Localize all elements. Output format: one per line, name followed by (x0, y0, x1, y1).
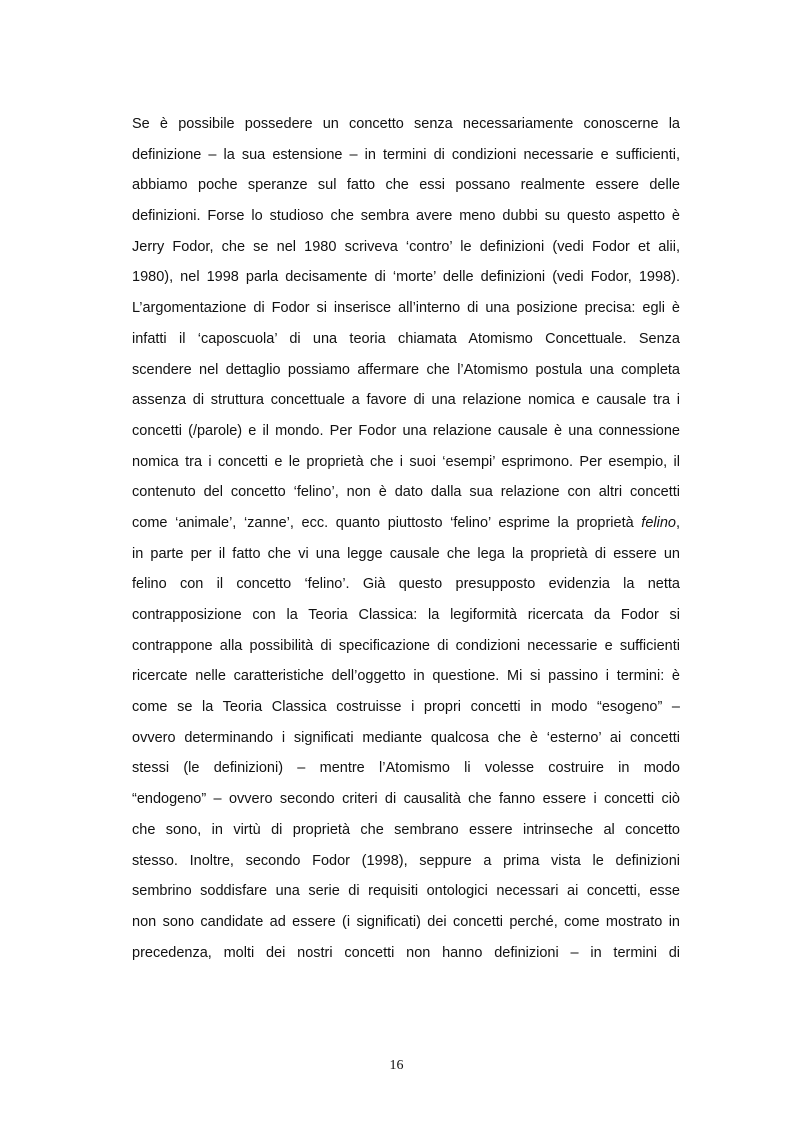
text-line: come ‘animale’, ‘zanne’, ecc. quanto piuttosto ‘felino’ esprime la proprietà felino, (132, 514, 680, 531)
text-line: 1980), nel 1998 parla decisamente di ‘morte’ delle definizioni (vedi Fodor, 1998). (132, 269, 680, 286)
italic-term: felino (641, 514, 676, 531)
text-line: contrappone alla possibilità di specificazione di condizioni necessarie e sufficienti (132, 637, 680, 654)
text-line: contenuto del concetto ‘felino’, non è dato dalla sua relazione con altri concetti (132, 484, 680, 501)
text-line: infatti il ‘caposcuola’ di una teoria chiamata Atomismo Concettuale. Senza (132, 330, 680, 347)
text-line: felino con il concetto ‘felino’. Già questo presupposto evidenzia la netta (132, 576, 680, 593)
text-line: stessi (le definizioni) – mentre l’Atomismo li volesse costruire in modo (132, 760, 680, 777)
text-line: ovvero determinando i significati mediante qualcosa che è ‘esterno’ ai concetti (132, 729, 680, 746)
text-line: assenza di struttura concettuale a favore di una relazione nomica e causale tra i (132, 392, 680, 409)
text-line: L’argomentazione di Fodor si inserisce all’interno di una posizione precisa: egli è (132, 300, 680, 317)
text-line: scendere nel dettaglio possiamo affermare che l’Atomismo postula una completa (132, 361, 680, 378)
text-line: nomica tra i concetti e le proprietà che i suoi ‘esempi’ esprimono. Per esempio, il (132, 453, 680, 470)
text-line: concetti (/parole) e il mondo. Per Fodor una relazione causale è una connessione (132, 422, 680, 439)
text-line: Jerry Fodor, che se nel 1980 scriveva ‘contro’ le definizioni (vedi Fodor et alii, (132, 238, 680, 255)
text-line: in parte per il fatto che vi una legge causale che lega la proprietà di essere un (132, 545, 680, 562)
italic-term-suffix: , (675, 514, 680, 531)
body-paragraph (132, 110, 680, 969)
text-line: come se la Teoria Classica costruisse i propri concetti in modo “esogeno” – (132, 699, 680, 716)
text-line: stesso. Inoltre, secondo Fodor (1998), seppure a prima vista le definizioni (132, 852, 680, 869)
text-line: non sono candidate ad essere (i significati) dei concetti perché, come mostrato in (132, 913, 680, 930)
text-line: contrapposizione con la Teoria Classica: la legiformità ricercata da Fodor si (132, 607, 680, 623)
text-line: definizione – la sua estensione – in termini di condizioni necessarie e sufficienti, (132, 146, 680, 163)
text-line: definizioni. Forse lo studioso che sembra avere meno dubbi su questo aspetto è (132, 208, 680, 225)
text-line: ricercate nelle caratteristiche dell’oggetto in questione. Mi si passino i termini: è (132, 668, 680, 685)
page-number: 16 (389, 1058, 404, 1073)
text-line: che sono, in virtù di proprietà che sembrano essere intrinseche al concetto (132, 821, 680, 838)
text-line: Se è possibile possedere un concetto senza necessariamente conoscerne la (132, 116, 680, 132)
text-line: abbiamo poche speranze sul fatto che essi possano realmente essere delle (132, 177, 680, 194)
text-line: precedenza, molti dei nostri concetti non hanno definizioni – in termini di (132, 944, 680, 961)
text-line: “endogeno” – ovvero secondo criteri di causalità che fanno essere i concetti ciò (132, 791, 680, 808)
text-line: sembrino soddisfare una serie di requisiti ontologici necessari ai concetti, esse (132, 883, 680, 900)
